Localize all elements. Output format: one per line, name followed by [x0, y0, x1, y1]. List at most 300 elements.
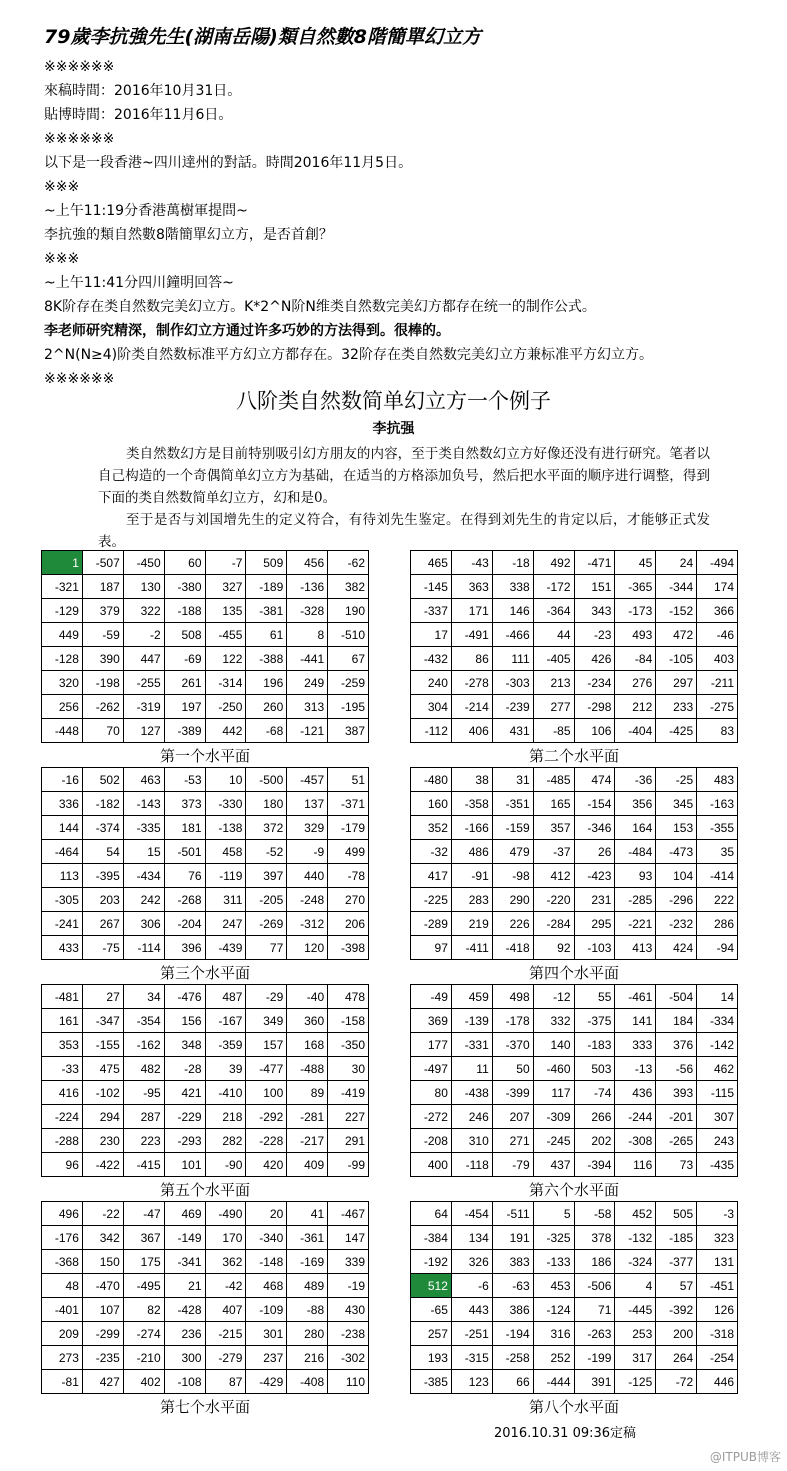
- table-cell: -466: [492, 623, 533, 647]
- table-cell: -22: [82, 1202, 123, 1226]
- table-cell: 144: [42, 816, 83, 840]
- table-cell: 379: [82, 599, 123, 623]
- table-cell: -293: [164, 1129, 205, 1153]
- table-cell: 343: [574, 599, 615, 623]
- table-row: [42, 575, 369, 599]
- table-cell: 116: [615, 1153, 656, 1177]
- table-cell: 89: [287, 1081, 328, 1105]
- table-cell: 55: [574, 985, 615, 1009]
- table-cell: 157: [246, 1033, 287, 1057]
- table-cell: -78: [328, 864, 369, 888]
- table-cell: 437: [533, 1153, 574, 1177]
- table-cell: -354: [123, 1009, 164, 1033]
- table-cell: -506: [574, 1274, 615, 1298]
- table-cell: 323: [697, 1226, 738, 1250]
- dialogue-line: ~上午11:41分四川鐘明回答~: [44, 275, 234, 291]
- table-cell: -7: [205, 551, 246, 575]
- table-cell: -279: [205, 1346, 246, 1370]
- table-cell: -142: [697, 1033, 738, 1057]
- table-cell: -124: [533, 1298, 574, 1322]
- table-cell: 218: [205, 1105, 246, 1129]
- table-cell: 353: [42, 1033, 83, 1057]
- table-cell: 267: [82, 912, 123, 936]
- table-row: [42, 1009, 369, 1033]
- table-cell: -504: [656, 985, 697, 1009]
- table-cell: 165: [533, 792, 574, 816]
- table-row: [42, 840, 369, 864]
- table-cell: -358: [451, 792, 492, 816]
- table-cell: -118: [451, 1153, 492, 1177]
- table-cell: 424: [656, 936, 697, 960]
- table-cell: -308: [615, 1129, 656, 1153]
- table-cell: 10: [205, 768, 246, 792]
- table-cell: 430: [328, 1298, 369, 1322]
- table-cell: -309: [533, 1105, 574, 1129]
- table-cell: 96: [42, 1153, 83, 1177]
- table-cell: 212: [615, 695, 656, 719]
- table-cell: -384: [411, 1226, 452, 1250]
- table-cell: -288: [42, 1129, 83, 1153]
- table-cell: -471: [574, 551, 615, 575]
- table-cell: -19: [328, 1274, 369, 1298]
- table-cell: -53: [164, 768, 205, 792]
- dialogue-line: 以下是一段香港~四川達州的對話。時間2016年11月5日。: [44, 155, 413, 171]
- table-cell: 458: [205, 840, 246, 864]
- table-cell: -303: [492, 671, 533, 695]
- table-cell: 216: [287, 1346, 328, 1370]
- table-cell: -371: [328, 792, 369, 816]
- table-cell: -119: [205, 864, 246, 888]
- table-cell: 171: [451, 599, 492, 623]
- table-cell: -441: [287, 647, 328, 671]
- table-cell: -28: [164, 1057, 205, 1081]
- table-cell: -385: [411, 1370, 452, 1394]
- plane-table: [41, 984, 369, 1177]
- table-cell: 186: [574, 1250, 615, 1274]
- table-cell: 440: [287, 864, 328, 888]
- table-row: [42, 1226, 369, 1250]
- table-cell: 190: [328, 599, 369, 623]
- table-cell: -324: [615, 1250, 656, 1274]
- plane-caption: 第六个水平面: [528, 1181, 619, 1199]
- table-cell: 475: [82, 1057, 123, 1081]
- table-row: [42, 695, 369, 719]
- table-cell: 462: [697, 1057, 738, 1081]
- table-cell: -484: [615, 840, 656, 864]
- table-cell: 498: [492, 985, 533, 1009]
- table-cell: -454: [451, 1202, 492, 1226]
- table-row: [42, 1129, 369, 1153]
- table-cell: -298: [574, 695, 615, 719]
- table-cell: -167: [205, 1009, 246, 1033]
- table-cell: 348: [164, 1033, 205, 1057]
- table-row: [42, 888, 369, 912]
- table-row: [42, 912, 369, 936]
- table-cell: -85: [533, 719, 574, 743]
- table-row: [42, 1033, 369, 1057]
- table-cell: 367: [123, 1226, 164, 1250]
- table-cell: 412: [533, 864, 574, 888]
- table-row: [411, 816, 738, 840]
- table-cell: -275: [697, 695, 738, 719]
- table-cell: -340: [246, 1226, 287, 1250]
- table-cell: 431: [492, 719, 533, 743]
- table-cell: 156: [164, 1009, 205, 1033]
- table-cell: -95: [123, 1081, 164, 1105]
- table-cell: 140: [533, 1033, 574, 1057]
- table-cell: 326: [451, 1250, 492, 1274]
- table-cell: 135: [205, 599, 246, 623]
- table-row: [411, 671, 738, 695]
- table-cell: 366: [697, 599, 738, 623]
- table-cell: -125: [615, 1370, 656, 1394]
- table-cell: -395: [82, 864, 123, 888]
- table-cell: 150: [82, 1250, 123, 1274]
- table-cell: -423: [574, 864, 615, 888]
- table-cell: -389: [164, 719, 205, 743]
- table-cell: -201: [656, 1105, 697, 1129]
- table-cell: -143: [123, 792, 164, 816]
- plane-table: [410, 1201, 738, 1394]
- table-cell: -425: [656, 719, 697, 743]
- table-cell: 329: [287, 816, 328, 840]
- table-row: [42, 816, 369, 840]
- table-cell: 276: [615, 671, 656, 695]
- table-cell: -49: [411, 985, 452, 1009]
- table-cell: 196: [246, 671, 287, 695]
- table-cell: 338: [492, 575, 533, 599]
- table-cell: -398: [328, 936, 369, 960]
- table-cell: 127: [123, 719, 164, 743]
- table-row: [42, 1153, 369, 1177]
- table-cell: 486: [451, 840, 492, 864]
- table-cell: -228: [246, 1129, 287, 1153]
- table-cell: -365: [615, 575, 656, 599]
- table-cell: 416: [42, 1081, 83, 1105]
- table-cell: 336: [42, 792, 83, 816]
- table-cell: 11: [451, 1057, 492, 1081]
- table-cell: 297: [656, 671, 697, 695]
- table-cell: 30: [328, 1057, 369, 1081]
- table-cell: 197: [164, 695, 205, 719]
- table-cell: -189: [246, 575, 287, 599]
- table-cell: -169: [287, 1250, 328, 1274]
- table-cell: 17: [411, 623, 452, 647]
- dialogue-line: 來稿時間：2016年10月31日。: [44, 83, 242, 99]
- table-cell: 227: [328, 1105, 369, 1129]
- table-cell: -88: [287, 1298, 328, 1322]
- table-cell: -488: [287, 1057, 328, 1081]
- table-row: [42, 1370, 369, 1394]
- table-cell: -43: [451, 551, 492, 575]
- table-cell: 146: [492, 599, 533, 623]
- table-cell: 82: [123, 1298, 164, 1322]
- table-cell: -315: [451, 1346, 492, 1370]
- table-cell: -68: [246, 719, 287, 743]
- table-cell: -173: [615, 599, 656, 623]
- table-row: [42, 864, 369, 888]
- table-cell: -507: [82, 551, 123, 575]
- dialogue-line: ※※※: [44, 179, 80, 195]
- table-cell: 123: [451, 1370, 492, 1394]
- table-cell: -392: [656, 1298, 697, 1322]
- table-cell: 311: [205, 888, 246, 912]
- table-cell: 372: [246, 816, 287, 840]
- table-cell: -350: [328, 1033, 369, 1057]
- table-cell: -2: [123, 623, 164, 647]
- table-cell: -364: [533, 599, 574, 623]
- plane-table: [410, 550, 738, 743]
- table-cell: 200: [656, 1322, 697, 1346]
- table-cell: 489: [287, 1274, 328, 1298]
- table-row: [42, 647, 369, 671]
- table-cell: -245: [533, 1129, 574, 1153]
- table-row: [411, 623, 738, 647]
- table-cell: 110: [328, 1370, 369, 1394]
- table-cell: -457: [287, 768, 328, 792]
- table-cell: -33: [42, 1057, 83, 1081]
- table-cell: -205: [246, 888, 287, 912]
- plane-caption: 第八个水平面: [528, 1398, 619, 1416]
- table-cell: -428: [164, 1298, 205, 1322]
- table-row: [42, 551, 369, 575]
- table-cell: 505: [656, 1202, 697, 1226]
- table-row: [411, 1370, 738, 1394]
- table-cell: 76: [164, 864, 205, 888]
- table-cell: 386: [492, 1298, 533, 1322]
- table-cell: 206: [328, 912, 369, 936]
- table-cell: -500: [246, 768, 287, 792]
- page-title: 79歲李抗強先生(湖南岳陽)類自然數8階簡單幻立方: [44, 26, 482, 48]
- table-cell: -158: [328, 1009, 369, 1033]
- table-row: [411, 647, 738, 671]
- table-cell: 322: [123, 599, 164, 623]
- table-row: [411, 1274, 738, 1298]
- table-cell: 45: [615, 551, 656, 575]
- table-cell: -91: [451, 864, 492, 888]
- table-cell: -305: [42, 888, 83, 912]
- table-cell: -312: [287, 912, 328, 936]
- table-cell: -179: [328, 816, 369, 840]
- table-cell: -198: [82, 671, 123, 695]
- table-cell: 237: [246, 1346, 287, 1370]
- table-cell: -238: [328, 1322, 369, 1346]
- table-cell: -495: [123, 1274, 164, 1298]
- table-cell: -477: [246, 1057, 287, 1081]
- table-cell: -121: [287, 719, 328, 743]
- table-cell: -72: [656, 1370, 697, 1394]
- table-cell: 92: [533, 936, 574, 960]
- table-cell: -318: [697, 1322, 738, 1346]
- table-row: [411, 695, 738, 719]
- table-cell: -422: [82, 1153, 123, 1177]
- table-cell: 64: [411, 1202, 452, 1226]
- table-cell: 403: [697, 647, 738, 671]
- table-row: [411, 936, 738, 960]
- table-cell: -42: [205, 1274, 246, 1298]
- dialogue-line: ※※※※※※: [44, 371, 115, 387]
- table-cell: -455: [205, 623, 246, 647]
- dialogue-line: ※※※: [44, 251, 80, 267]
- table-cell: -154: [574, 792, 615, 816]
- table-cell: -399: [492, 1081, 533, 1105]
- table-row: [42, 1057, 369, 1081]
- table-cell: -351: [492, 792, 533, 816]
- table-row: [411, 1250, 738, 1274]
- table-cell: -98: [492, 864, 533, 888]
- table-cell: 283: [451, 888, 492, 912]
- table-cell: 252: [533, 1346, 574, 1370]
- table-cell: 161: [42, 1009, 83, 1033]
- table-cell: -445: [615, 1298, 656, 1322]
- table-cell: 291: [328, 1129, 369, 1153]
- table-cell: 209: [42, 1322, 83, 1346]
- table-cell: -263: [574, 1322, 615, 1346]
- table-cell: -331: [451, 1033, 492, 1057]
- table-cell: 301: [246, 1322, 287, 1346]
- table-cell: 236: [164, 1322, 205, 1346]
- table-cell: -13: [615, 1057, 656, 1081]
- table-cell: 97: [411, 936, 452, 960]
- table-cell: 417: [411, 864, 452, 888]
- table-cell: 134: [451, 1226, 492, 1250]
- table-cell: 345: [656, 792, 697, 816]
- table-cell: 20: [246, 1202, 287, 1226]
- table-cell: 233: [656, 695, 697, 719]
- table-row: [411, 768, 738, 792]
- intro-paragraph: 至于是否与刘国增先生的定义符合，有待刘先生鉴定。在得到刘先生的肯定以后，才能够正式发表。: [98, 512, 710, 550]
- dialogue-line: 李抗強的類自然數8階簡單幻立方，是否首創？: [44, 227, 333, 243]
- table-cell: -511: [492, 1202, 533, 1226]
- table-cell: 356: [615, 792, 656, 816]
- table-cell: 271: [492, 1129, 533, 1153]
- table-cell: -296: [656, 888, 697, 912]
- table-cell: 407: [205, 1298, 246, 1322]
- table-row: [42, 768, 369, 792]
- table-cell: 294: [82, 1105, 123, 1129]
- table-cell: 39: [205, 1057, 246, 1081]
- table-cell: 193: [411, 1346, 452, 1370]
- table-cell: 352: [411, 816, 452, 840]
- dialogue-line: ~上午11:19分香港萬樹軍提問~: [44, 203, 248, 219]
- table-cell: -178: [492, 1009, 533, 1033]
- table-cell: 327: [205, 575, 246, 599]
- table-cell: -195: [328, 695, 369, 719]
- table-cell: 181: [164, 816, 205, 840]
- table-cell: 409: [287, 1153, 328, 1177]
- table-cell: -269: [246, 912, 287, 936]
- article-heading: 八阶类自然数简单幻立方一个例子: [236, 389, 551, 413]
- intro-paragraph: 类自然数幻方是目前特别吸引幻方朋友的内容，至于类自然数幻立方好像还没有进行研究。笔者以自己构造的一个奇偶简单幻立方为基础，在适当的方格添加负号，然后把水平面的顺序进行调整，得到下面的类自然数简单幻立方，幻和是0。: [98, 446, 710, 506]
- table-cell: -32: [411, 840, 452, 864]
- table-cell: -375: [574, 1009, 615, 1033]
- table-cell: -250: [205, 695, 246, 719]
- table-cell: -102: [82, 1081, 123, 1105]
- table-cell: -148: [246, 1250, 287, 1274]
- table-row: [411, 864, 738, 888]
- table-cell: 104: [656, 864, 697, 888]
- table-cell: -29: [246, 985, 287, 1009]
- table-row: [411, 719, 738, 743]
- table-cell: 306: [123, 912, 164, 936]
- table-cell: -480: [411, 768, 452, 792]
- table-cell: -69: [164, 647, 205, 671]
- table-row: [42, 792, 369, 816]
- table-cell: 27: [82, 985, 123, 1009]
- table-cell: 378: [574, 1226, 615, 1250]
- table-cell: 492: [533, 551, 574, 575]
- table-cell: 333: [615, 1033, 656, 1057]
- table-cell: 57: [656, 1274, 697, 1298]
- table-cell: -23: [574, 623, 615, 647]
- table-cell: 264: [656, 1346, 697, 1370]
- table-row: [42, 1274, 369, 1298]
- table-cell: -132: [615, 1226, 656, 1250]
- table-cell: 38: [451, 768, 492, 792]
- table-cell: -268: [164, 888, 205, 912]
- table-row: [42, 671, 369, 695]
- table-cell: 383: [492, 1250, 533, 1274]
- table-cell: 243: [697, 1129, 738, 1153]
- table-cell: 61: [246, 623, 287, 647]
- dialogue-line: 2^N(N≥4)阶类自然数标准平方幻立方都存在。32阶存在类自然数完美幻立方兼标准平方幻立方。: [44, 347, 653, 363]
- table-cell: 126: [697, 1298, 738, 1322]
- table-cell: -139: [451, 1009, 492, 1033]
- table-cell: -302: [328, 1346, 369, 1370]
- table-cell: -188: [164, 599, 205, 623]
- table-cell: 203: [82, 888, 123, 912]
- table-cell: -9: [287, 840, 328, 864]
- table-cell: 493: [615, 623, 656, 647]
- table-cell: 433: [42, 936, 83, 960]
- table-cell: 427: [82, 1370, 123, 1394]
- plane-table: [410, 767, 738, 960]
- dialogue-line: 李老师研究精深，制作幻立方通过许多巧妙的方法得到。很棒的。: [44, 323, 450, 339]
- table-cell: -84: [615, 647, 656, 671]
- table-cell: -224: [42, 1105, 83, 1129]
- table-cell: 100: [246, 1081, 287, 1105]
- table-cell: -58: [574, 1202, 615, 1226]
- table-cell: -162: [123, 1033, 164, 1057]
- table-cell: -112: [411, 719, 452, 743]
- article-intro: [98, 443, 710, 553]
- table-cell: 15: [123, 840, 164, 864]
- table-cell: -359: [205, 1033, 246, 1057]
- table-row: [42, 1202, 369, 1226]
- table-cell: -334: [697, 1009, 738, 1033]
- table-cell: -152: [656, 599, 697, 623]
- table-cell: 5: [533, 1202, 574, 1226]
- table-cell: -204: [164, 912, 205, 936]
- table-cell: -133: [533, 1250, 574, 1274]
- table-cell: 449: [42, 623, 83, 647]
- dialogue-line: 8K阶存在类自然数完美幻立方。K*2^N阶N维类自然数完美幻方都存在统一的制作公式。: [44, 299, 596, 315]
- table-cell: 60: [164, 551, 205, 575]
- table-cell: 164: [615, 816, 656, 840]
- table-cell: -284: [533, 912, 574, 936]
- table-cell: 4: [615, 1274, 656, 1298]
- table-cell: 180: [246, 792, 287, 816]
- table-cell: -404: [615, 719, 656, 743]
- table-cell: 474: [574, 768, 615, 792]
- table-row: [411, 1057, 738, 1081]
- table-cell: -183: [574, 1033, 615, 1057]
- table-row: [411, 840, 738, 864]
- table-cell: -272: [411, 1105, 452, 1129]
- table-cell: -438: [451, 1081, 492, 1105]
- table-cell: -439: [205, 936, 246, 960]
- table-row: [42, 1250, 369, 1274]
